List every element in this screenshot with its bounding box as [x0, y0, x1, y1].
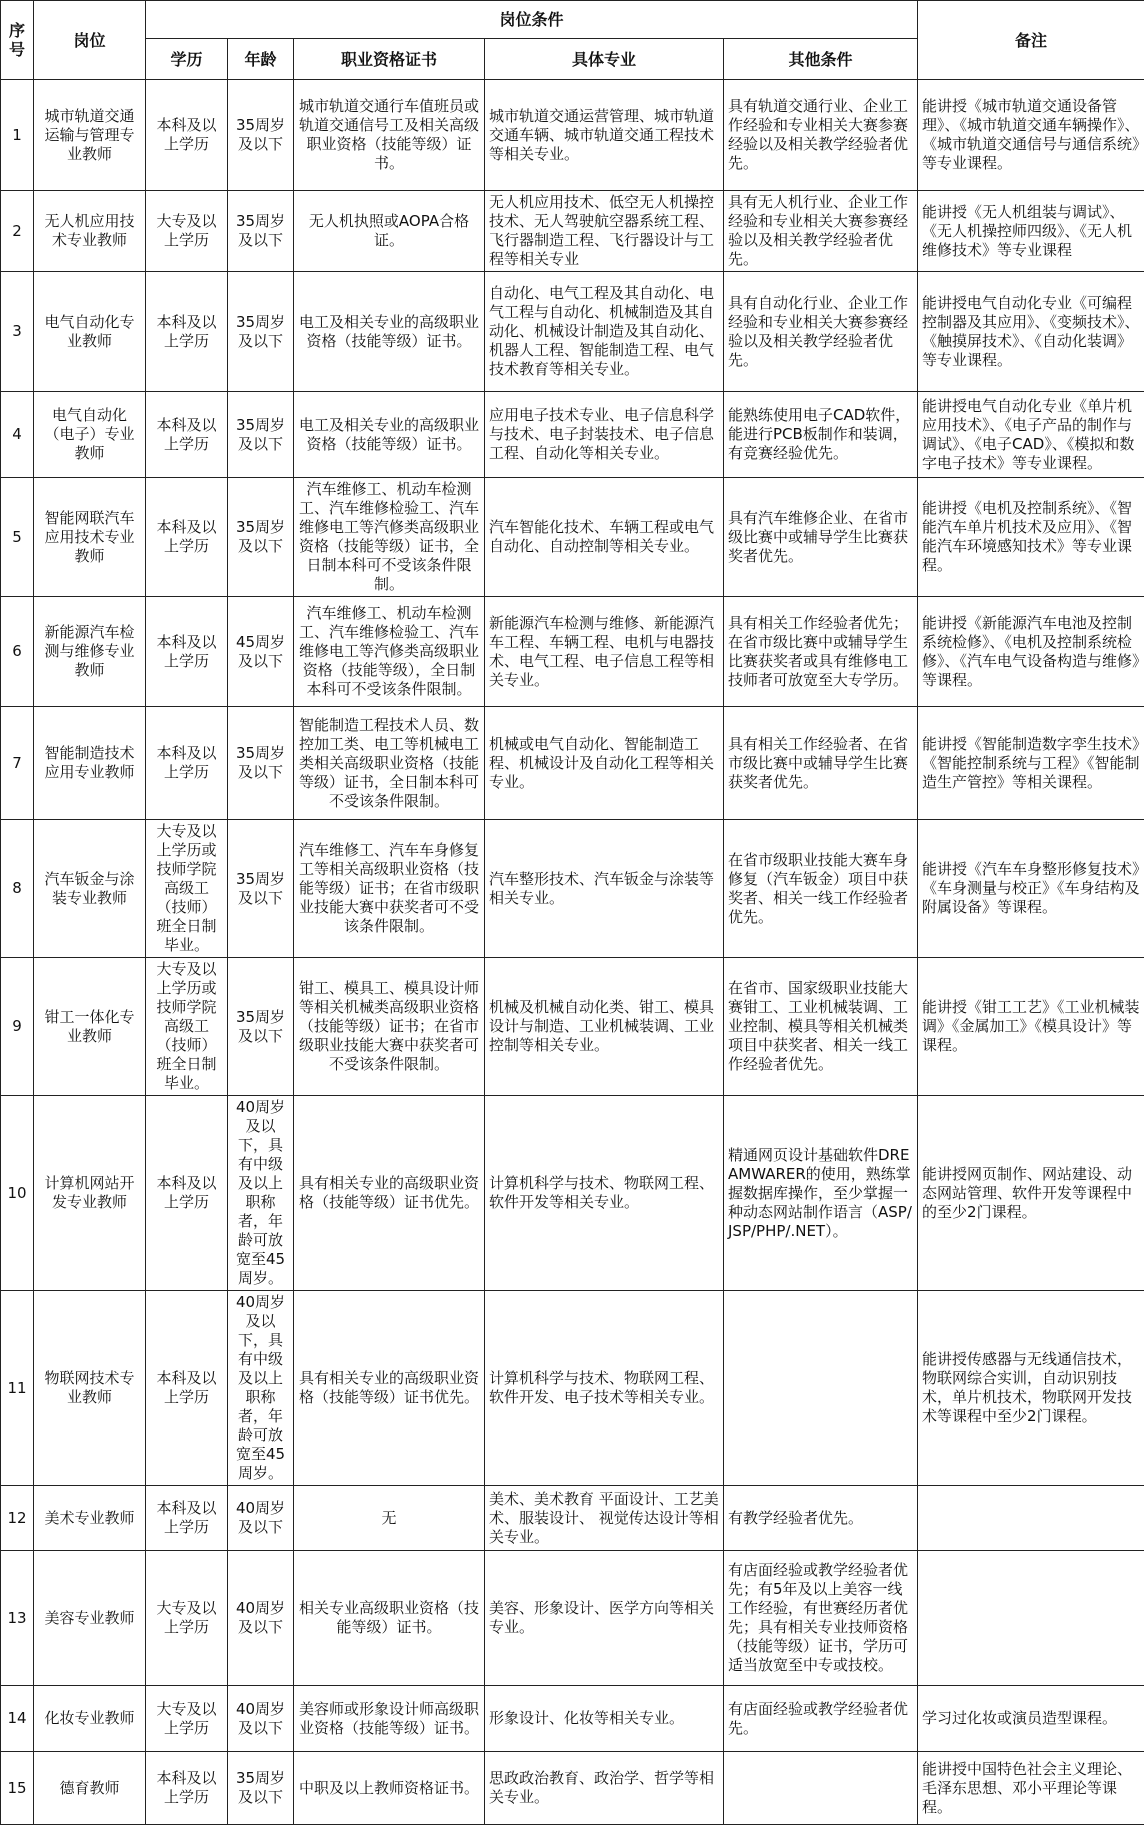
row-position: 电气自动化（电子）专业教师 — [34, 392, 146, 478]
row-age: 35周岁及以下 — [228, 958, 294, 1096]
row-position: 物联网技术专业教师 — [34, 1291, 146, 1486]
row-education: 本科及以上学历 — [146, 1752, 228, 1825]
row-index: 5 — [1, 478, 34, 597]
row-index: 4 — [1, 392, 34, 478]
row-position: 智能网联汽车应用技术专业教师 — [34, 478, 146, 597]
row-note: 能讲授《电机及控制系统》、《智能汽车单片机技术及应用》、《智能汽车环境感知技术》等专业课程。 — [918, 478, 1144, 597]
row-major: 美术、美术教育 平面设计、工艺美术、服装设计、 视觉传达设计等相关专业。 — [485, 1486, 724, 1551]
row-other: 具有相关工作经验者、在省市级比赛中或辅导学生比赛获奖者优先。 — [724, 707, 918, 820]
table-row — [1, 597, 1144, 707]
row-major: 美容、形象设计、医学方向等相关专业。 — [485, 1551, 724, 1686]
row-certificate: 钳工、模具工、模具设计师等相关机械类高级职业资格（技能等级）证书；在省市级职业技能大赛中获奖者可不受该条件限制。 — [294, 958, 485, 1096]
row-age: 35周岁及以下 — [228, 392, 294, 478]
row-note: 能讲授网页制作、网站建设、动态网站管理、软件开发等课程中的至少2门课程。 — [918, 1096, 1144, 1291]
row-certificate: 中职及以上教师资格证书。 — [294, 1752, 485, 1825]
row-other: 具有自动化行业、企业工作经验和专业相关大赛参赛经验以及相关教学经验者优先。 — [724, 272, 918, 392]
row-position: 化妆专业教师 — [34, 1686, 146, 1752]
row-position: 钳工一体化专业教师 — [34, 958, 146, 1096]
row-major: 思政政治教育、政治学、哲学等相关专业。 — [485, 1752, 724, 1825]
row-position: 汽车钣金与涂装专业教师 — [34, 820, 146, 958]
row-certificate: 汽车维修工、机动车检测工、汽车维修检验工、汽车维修电工等汽修类高级职业资格（技能等级），全日制本科可不受该条件限制。 — [294, 597, 485, 707]
row-index: 11 — [1, 1291, 34, 1486]
row-certificate: 电工及相关专业的高级职业资格（技能等级）证书。 — [294, 392, 485, 478]
row-note: 能讲授《城市轨道交通设备管理》、《城市轨道交通车辆操作》、《城市轨道交通信号与通信系统》等专业课程。 — [918, 80, 1144, 191]
table-row — [1, 1291, 1144, 1486]
row-other: 具有汽车维修企业、在省市级比赛中或辅导学生比赛获奖者优先。 — [724, 478, 918, 597]
row-education: 本科及以上学历 — [146, 1486, 228, 1551]
table-row — [1, 707, 1144, 820]
header-position: 岗位 — [34, 1, 146, 80]
row-age: 40周岁及以下 — [228, 1551, 294, 1686]
row-index: 15 — [1, 1752, 34, 1825]
row-major: 应用电子技术专业、电子信息科学与技术、电子封装技术、电子信息工程、自动化等相关专业。 — [485, 392, 724, 478]
table-row — [1, 392, 1144, 478]
header-conditions: 岗位条件 — [146, 1, 918, 39]
table-row — [1, 1096, 1144, 1291]
row-age: 35周岁及以下 — [228, 478, 294, 597]
row-index: 8 — [1, 820, 34, 958]
table-row — [1, 1686, 1144, 1752]
row-major: 新能源汽车检测与维修、新能源汽车工程、车辆工程、电机与电器技术、电气工程、电子信息工程等相关专业。 — [485, 597, 724, 707]
row-position: 美术专业教师 — [34, 1486, 146, 1551]
row-education: 本科及以上学历 — [146, 1291, 228, 1486]
row-major: 机械或电气自动化、智能制造工程、机械设计及自动化工程等相关专业。 — [485, 707, 724, 820]
row-certificate: 汽车维修工、机动车检测工、汽车维修检验工、汽车维修电工等汽修类高级职业资格（技能等级）证书，全日制本科可不受该条件限制。 — [294, 478, 485, 597]
row-position: 城市轨道交通运输与管理专业教师 — [34, 80, 146, 191]
row-index: 7 — [1, 707, 34, 820]
table-row — [1, 1551, 1144, 1686]
row-index: 13 — [1, 1551, 34, 1686]
row-age: 35周岁及以下 — [228, 1752, 294, 1825]
row-position: 德育教师 — [34, 1752, 146, 1825]
table-row — [1, 80, 1144, 191]
header-note: 备注 — [918, 1, 1144, 80]
row-note: 能讲授《智能制造数字孪生技术》《智能控制系统与工程》《智能制造生产管控》等相关课程。 — [918, 707, 1144, 820]
row-index: 2 — [1, 191, 34, 272]
row-position: 新能源汽车检测与维修专业教师 — [34, 597, 146, 707]
table-row — [1, 191, 1144, 272]
row-major: 机械及机械自动化类、钳工、模具设计与制造、工业机械装调、工业控制等相关专业。 — [485, 958, 724, 1096]
header-other: 其他条件 — [724, 39, 918, 80]
row-major: 计算机科学与技术、物联网工程、软件开发、电子技术等相关专业。 — [485, 1291, 724, 1486]
row-major: 无人机应用技术、低空无人机操控技术、无人驾驶航空器系统工程、飞行器制造工程、飞行器设计与工程等相关专业 — [485, 191, 724, 272]
row-other: 有教学经验者优先。 — [724, 1486, 918, 1551]
table-row — [1, 1486, 1144, 1551]
row-education: 本科及以上学历 — [146, 478, 228, 597]
row-position: 无人机应用技术专业教师 — [34, 191, 146, 272]
row-certificate: 电工及相关专业的高级职业资格（技能等级）证书。 — [294, 272, 485, 392]
header-age: 年龄 — [228, 39, 294, 80]
row-certificate: 无 — [294, 1486, 485, 1551]
row-position: 电气自动化专业教师 — [34, 272, 146, 392]
row-position: 计算机网站开发专业教师 — [34, 1096, 146, 1291]
row-age: 45周岁及以下 — [228, 597, 294, 707]
row-certificate: 汽车维修工、汽车车身修复工等相关高级职业资格（技能等级）证书；在省市级职业技能大赛中获奖者可不受该条件限制。 — [294, 820, 485, 958]
row-major: 汽车智能化技术、车辆工程或电气自动化、自动控制等相关专业。 — [485, 478, 724, 597]
row-index: 12 — [1, 1486, 34, 1551]
table-row — [1, 958, 1144, 1096]
row-index: 9 — [1, 958, 34, 1096]
row-education: 本科及以上学历 — [146, 272, 228, 392]
row-education: 本科及以上学历 — [146, 80, 228, 191]
row-age: 35周岁及以下 — [228, 191, 294, 272]
row-note: 能讲授《无人机组装与调试》、《无人机操控师四级》、《无人机维修技术》等专业课程 — [918, 191, 1144, 272]
row-major: 计算机科学与技术、物联网工程、软件开发等相关专业。 — [485, 1096, 724, 1291]
row-age: 40周岁及以下 — [228, 1486, 294, 1551]
row-certificate: 无人机执照或AOPA合格证。 — [294, 191, 485, 272]
header-index: 序号 — [1, 1, 34, 80]
header-certificate: 职业资格证书 — [294, 39, 485, 80]
row-certificate: 城市轨道交通行车值班员或轨道交通信号工及相关高级职业资格（技能等级）证书。 — [294, 80, 485, 191]
row-age: 35周岁及以下 — [228, 80, 294, 191]
row-position: 智能制造技术应用专业教师 — [34, 707, 146, 820]
row-note: 能讲授传感器与无线通信技术，物联网综合实训，自动识别技术，单片机技术，物联网开发技术等课程中至少2门课程。 — [918, 1291, 1144, 1486]
row-other: 具有无人机行业、企业工作经验和专业相关大赛参赛经验以及相关教学经验者优先。 — [724, 191, 918, 272]
row-age: 35周岁及以下 — [228, 272, 294, 392]
row-major: 形象设计、化妆等相关专业。 — [485, 1686, 724, 1752]
row-other — [724, 1291, 918, 1486]
table-row — [1, 820, 1144, 958]
row-education: 大专及以上学历或技师学院高级工（技师）班全日制毕业。 — [146, 820, 228, 958]
header-major: 具体专业 — [485, 39, 724, 80]
row-certificate: 智能制造工程技术人员、数控加工类、电工等机械电工类相关高级职业资格（技能等级）证书，全日制本科可不受该条件限制。 — [294, 707, 485, 820]
table-row — [1, 272, 1144, 392]
header-education: 学历 — [146, 39, 228, 80]
row-note: 能讲授电气自动化专业《单片机应用技术》、《电子产品的制作与调试》、《电子CAD》、《模拟和数字电子技术》等专业课程。 — [918, 392, 1144, 478]
row-note: 能讲授《新能源汽车电池及控制系统检修》、《电机及控制系统检修》、《汽车电气设备构造与维修》等课程。 — [918, 597, 1144, 707]
row-major: 汽车整形技术、汽车钣金与涂装等相关专业。 — [485, 820, 724, 958]
row-education: 本科及以上学历 — [146, 597, 228, 707]
row-major: 城市轨道交通运营管理、城市轨道交通车辆、城市轨道交通工程技术等相关专业。 — [485, 80, 724, 191]
row-note: 学习过化妆或演员造型课程。 — [918, 1686, 1144, 1752]
row-education: 大专及以上学历或技师学院高级工（技师）班全日制毕业。 — [146, 958, 228, 1096]
row-index: 3 — [1, 272, 34, 392]
row-major: 自动化、电气工程及其自动化、电气工程与自动化、机械制造及其自动化、机械设计制造及其自动化、机器人工程、智能制造工程、电气技术教育等相关专业。 — [485, 272, 724, 392]
row-index: 1 — [1, 80, 34, 191]
row-certificate: 具有相关专业的高级职业资格（技能等级）证书优先。 — [294, 1096, 485, 1291]
row-index: 14 — [1, 1686, 34, 1752]
row-other: 有店面经验或教学经验者优先。 — [724, 1686, 918, 1752]
row-education: 本科及以上学历 — [146, 707, 228, 820]
row-education: 本科及以上学历 — [146, 1096, 228, 1291]
table-body — [1, 80, 1144, 1825]
row-other: 具有相关工作经验者优先；在省市级比赛中或辅导学生比赛获奖者或具有维修电工技师者可放宽至大专学历。 — [724, 597, 918, 707]
row-note: 能讲授《钳工工艺》《工业机械装调》《金属加工》《模具设计》等课程。 — [918, 958, 1144, 1096]
row-note: 能讲授《汽车车身整形修复技术》《车身测量与校正》《车身结构及附属设备》等课程。 — [918, 820, 1144, 958]
row-other: 具有轨道交通行业、企业工作经验和专业相关大赛参赛经验以及相关教学经验者优先。 — [724, 80, 918, 191]
row-age: 35周岁及以下 — [228, 707, 294, 820]
row-index: 6 — [1, 597, 34, 707]
row-position: 美容专业教师 — [34, 1551, 146, 1686]
row-age: 40周岁及以下 — [228, 1686, 294, 1752]
row-note: 能讲授中国特色社会主义理论、毛泽东思想、邓小平理论等课程。 — [918, 1752, 1144, 1825]
row-other: 精通网页设计基础软件DREAMWARER的使用，熟练掌握数据库操作，至少掌握一种动态网站制作语言（ASP/JSP/PHP/.NET）。 — [724, 1096, 918, 1291]
row-note: 能讲授电气自动化专业《可编程控制器及其应用》、《变频技术》、《触摸屏技术》、《自动化装调》等专业课程。 — [918, 272, 1144, 392]
row-other: 能熟练使用电子CAD软件，能进行PCB板制作和装调，有竞赛经验优先。 — [724, 392, 918, 478]
row-other: 有店面经验或教学经验者优先；有5年及以上美容一线工作经验，有世赛经历者优先；具有相关专业技师资格（技能等级）证书，学历可适当放宽至中专或技校。 — [724, 1551, 918, 1686]
row-age: 35周岁及以下 — [228, 820, 294, 958]
row-certificate: 相关专业高级职业资格（技能等级）证书。 — [294, 1551, 485, 1686]
table-row — [1, 1752, 1144, 1825]
row-education: 大专及以上学历 — [146, 1551, 228, 1686]
row-education: 大专及以上学历 — [146, 191, 228, 272]
row-index: 10 — [1, 1096, 34, 1291]
row-other — [724, 1752, 918, 1825]
row-certificate: 美容师或形象设计师高级职业资格（技能等级）证书。 — [294, 1686, 485, 1752]
row-other: 在省市、国家级职业技能大赛钳工、工业机械装调、工业控制、模具等相关机械类项目中获奖者、相关一线工作经验者优先。 — [724, 958, 918, 1096]
row-age: 40周岁及以下，具有中级及以上职称者，年龄可放宽至45周岁。 — [228, 1291, 294, 1486]
table-row — [1, 478, 1144, 597]
row-note — [918, 1486, 1144, 1551]
row-note — [918, 1551, 1144, 1686]
row-certificate: 具有相关专业的高级职业资格（技能等级）证书优先。 — [294, 1291, 485, 1486]
row-other: 在省市级职业技能大赛车身修复（汽车钣金）项目中获奖者、相关一线工作经验者优先。 — [724, 820, 918, 958]
row-education: 大专及以上学历 — [146, 1686, 228, 1752]
row-age: 40周岁及以下，具有中级及以上职称者，年龄可放宽至45周岁。 — [228, 1096, 294, 1291]
row-education: 本科及以上学历 — [146, 392, 228, 478]
